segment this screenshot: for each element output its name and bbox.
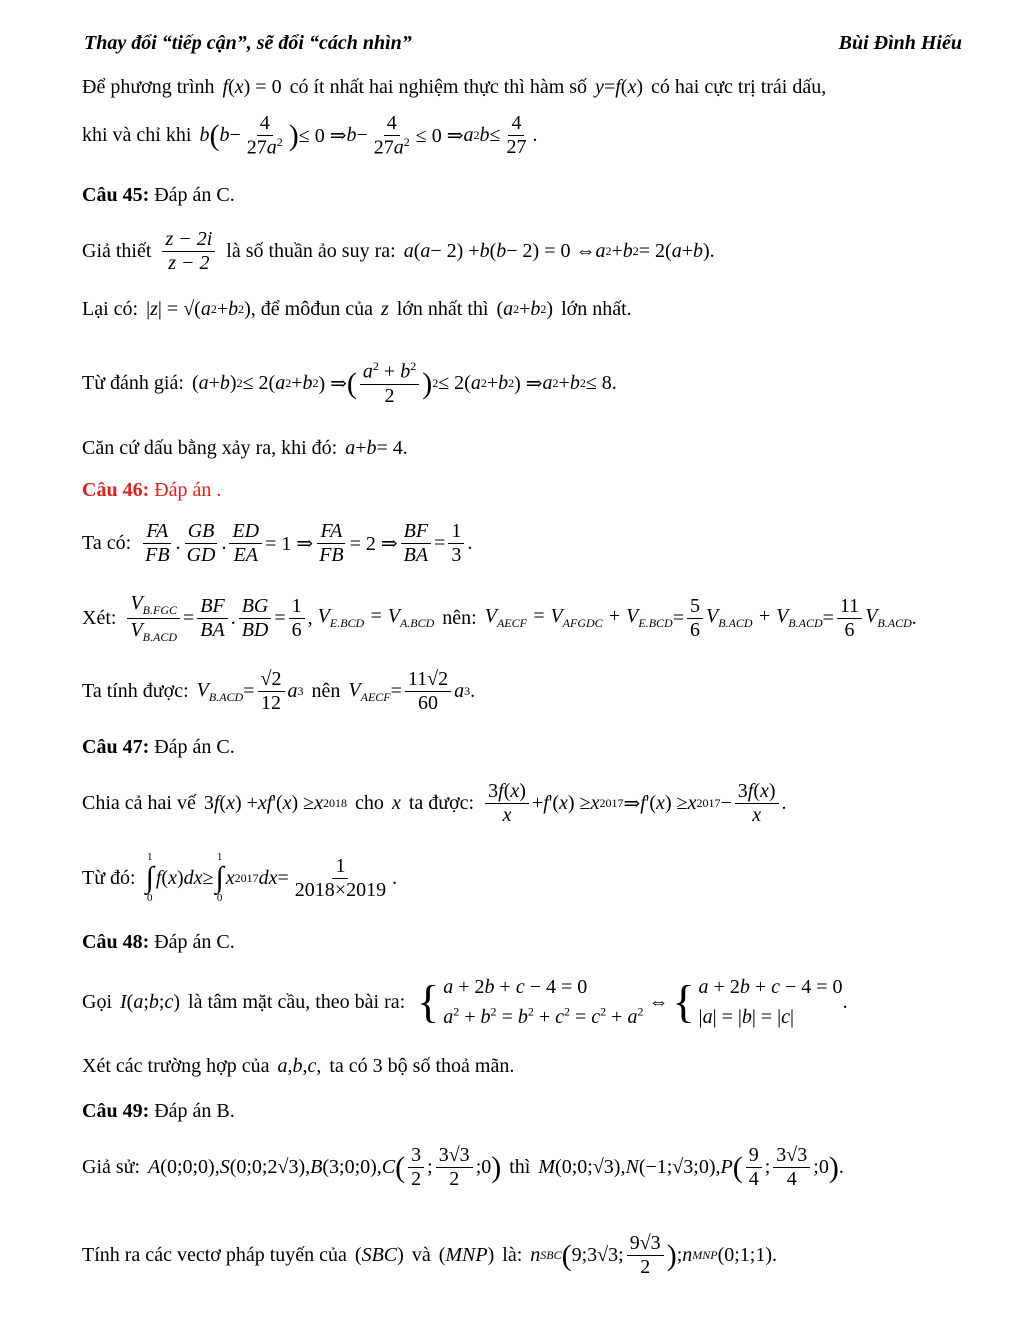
paragraph-line: Ta có: $\frac{FA}{FB}$ . $\frac{GB}{GD}$ . $\frac{ED}{EA}$ = 1 ⇒ $\frac{FA}{FB}$ = 2 ⇒ $\frac{BF}{BA}$ = $\frac{1}{3}$ . (82, 520, 473, 566)
equation-system: a + 2b + c − 4 = 0 $a^2 + b^2 = b^2 + c^2 = c^2 + a^2$ (443, 976, 644, 1028)
paragraph-line: Lại có: | z | = √( a 2 + b 2 ) , để môđun của z lớn nhất thì ( a 2 + b 2 ) lớn nhất. (82, 298, 632, 320)
paragraph-line: Xét các trường hợp của a , b , c , ta có 3 bộ số thoả mãn. (82, 1055, 515, 1077)
text-span: thì (509, 1156, 531, 1178)
question-label: Câu 49: (82, 1100, 150, 1122)
question-heading (82, 479, 962, 502)
text-span: Giả sử: (82, 1156, 141, 1178)
paragraph-line: Từ đánh giá: ( a + b ) 2 ≤ 2( a 2 + b 2 ) ⇒ ( $\frac{a^2 + b^2}{2}$ ) 2 ≤ 2( a 2 + b 2 ) ⇒ a 2 + b 2 ≤ 8. (82, 359, 617, 407)
paragraph-line: Xét: $\frac{V_{B.FGC}}{V_{B.ACD}}$ = $\frac{BF}{BA}$ . $\frac{BG}{BD}$ = $\frac{1}{6}$ , $V_{E.BCD} = V_{A.BCD}$ nên: $V_{AECF} = V_{AFGDC} + V_{E.BCD}$ = $\frac{5}{6}$ $V_{B.ACD} + V_{B.ACD}$ = $\frac{11}{6}$ $V_{B.ACD}$ . (82, 592, 917, 644)
answer-text: Đáp án C. (154, 931, 235, 953)
header-author: Bùi Đình Hiếu (838, 32, 962, 54)
text-span: Xét: (82, 606, 117, 629)
text-span: cho (355, 792, 384, 814)
text-span: Gọi (82, 990, 112, 1013)
text-span: nên (311, 680, 341, 702)
text-span: Ta có: (82, 532, 132, 554)
question-heading (82, 184, 962, 207)
question-label: Câu 48: (82, 931, 150, 953)
paragraph-line: Giả sử: A (0;0;0), S (0;0;2√3), B (3;0;0), C ( $\frac{3}{2}$ ; $\frac{3√3}{2}$ ;0 ) thì M (0;0;√3), N (−1;√3;0), P ( $\frac{9}{4}$ ; $\frac{3√3}{4}$ ;0 ) . (82, 1144, 844, 1190)
question-label: Câu 45: (82, 184, 150, 206)
paragraph-line: Gọi I ( a ; b ; c ) là tâm mặt cầu, theo bài ra: { a + 2b + c − 4 = 0 $a^2 + b^2 = b^2 + c^2 = c^2 + a^2$ ⇔ { a + 2b + c − 4 = 0 |a| = |b| = |c| . (82, 972, 962, 1032)
text-span: Chia cả hai vế (82, 792, 196, 814)
question-heading (82, 736, 962, 759)
question-label: Câu 46: (82, 479, 150, 501)
paragraph-line: khi và chỉ khi b ( b − $\frac{4}{27a^2}$ ) ≤ 0 ⇒ b − $\frac{4}{27a^2}$ ≤ 0 ⇒ a 2 b ≤ $\frac{4}{27}$ . (82, 112, 538, 159)
text-span: Ta tính được: (82, 680, 189, 702)
math-expression: y (595, 76, 604, 98)
text-span: là: (502, 1244, 523, 1266)
text-span: Giả thiết (82, 240, 152, 262)
text-span: khi và chỉ khi (82, 124, 192, 147)
text-span: lớn nhất. (561, 298, 632, 320)
answer-text: Đáp án B. (154, 1100, 235, 1122)
fraction: $\frac{4}{27a^2}$ (246, 112, 283, 159)
paragraph-line: Giả thiết $\frac{z - 2i}{z - 2}$ là số thuần ảo suy ra: a ( a − 2) + b ( b − 2) = 0 ⇔ a 2 + b 2 = 2( a + b ). (82, 228, 715, 274)
paragraph-line: Từ đó: 1 ∫ 0 f ( x ) dx ≥ 1 ∫ 0 x 2017 dx = $\frac{1}{2018\times 2019}$ . (82, 851, 398, 904)
fraction: $\frac{a^2 + b^2}{2}$ (360, 360, 419, 408)
header-title: Thay đổi “tiếp cận”, sẽ đổi “cách nhìn” (84, 32, 412, 54)
text-span: , để môđun của (250, 298, 373, 320)
question-label: Câu 47: (82, 736, 150, 758)
text-span: Từ đánh giá: (82, 372, 184, 395)
text-span: là tâm mặt cầu, theo bài ra: (188, 990, 406, 1013)
equation-system: a + 2b + c − 4 = 0 |a| = |b| = |c| (698, 976, 843, 1028)
text-span: ta được: (408, 792, 475, 814)
text-span: có ít nhất hai nghiệm thực thì hàm số (289, 76, 588, 98)
answer-text: Đáp án C. (154, 736, 235, 758)
paragraph-line: Để phương trình f ( x ) = 0 có ít nhất hai nghiệm thực thì hàm số y = f ( x ) có hai cực trị trái dấu, (82, 76, 827, 98)
paragraph-line: Chia cả hai vế 3 f ( x ) + xf '( x ) ≥ x 2018 cho x ta được: $\frac{3f(x)}{x}$ + f '( x ) ≥ x 2017 ⇒ f '( x ) ≥ x 2017 − $\frac{3f(x)}{x}$ . (82, 780, 787, 826)
text-span: Xét các trường hợp của (82, 1055, 270, 1077)
fraction: $\frac{4}{27}$ (506, 112, 527, 159)
paragraph-line: Tính ra các vectơ pháp tuyến của ( SBC ) và ( MNP ) là: n SBC ( 9;3√3; $\frac{9√3}{2}$ ) ; n MNP (0;1;1). (82, 1232, 778, 1278)
text-span: ta có 3 bộ số thoả mãn. (329, 1055, 515, 1077)
text-span: lớn nhất thì (396, 298, 489, 320)
question-heading (82, 931, 962, 954)
paragraph-line: Căn cứ dấu bằng xảy ra, khi đó: a + b = 4. (82, 437, 408, 459)
fraction: $\frac{4}{27a^2}$ (373, 112, 410, 159)
question-heading (82, 1100, 962, 1123)
text-span: có hai cực trị trái dấu, (651, 76, 827, 98)
text-span: là số thuần ảo suy ra: (226, 240, 396, 262)
text-span: Căn cứ dấu bằng xảy ra, khi đó: (82, 437, 338, 459)
text-span: Lại có: (82, 298, 139, 320)
math-expression: f (222, 76, 229, 98)
text-span: Để phương trình (82, 76, 215, 98)
text-span: nên: (442, 606, 477, 629)
paragraph-line: Ta tính được: $V_{B.ACD}$ = $\frac{√2}{12}$ a 3 nên $V_{AECF}$ = $\frac{11√2}{60}$ a 3 . (82, 668, 476, 714)
fraction: $\frac{z - 2i}{z - 2}$ (162, 228, 215, 275)
answer-text: Đáp án . (154, 479, 222, 501)
text-span: và (411, 1244, 431, 1266)
text-span: Từ đó: (82, 866, 136, 889)
answer-text: Đáp án C. (154, 184, 235, 206)
text-span: Tính ra các vectơ pháp tuyến của (82, 1244, 347, 1266)
